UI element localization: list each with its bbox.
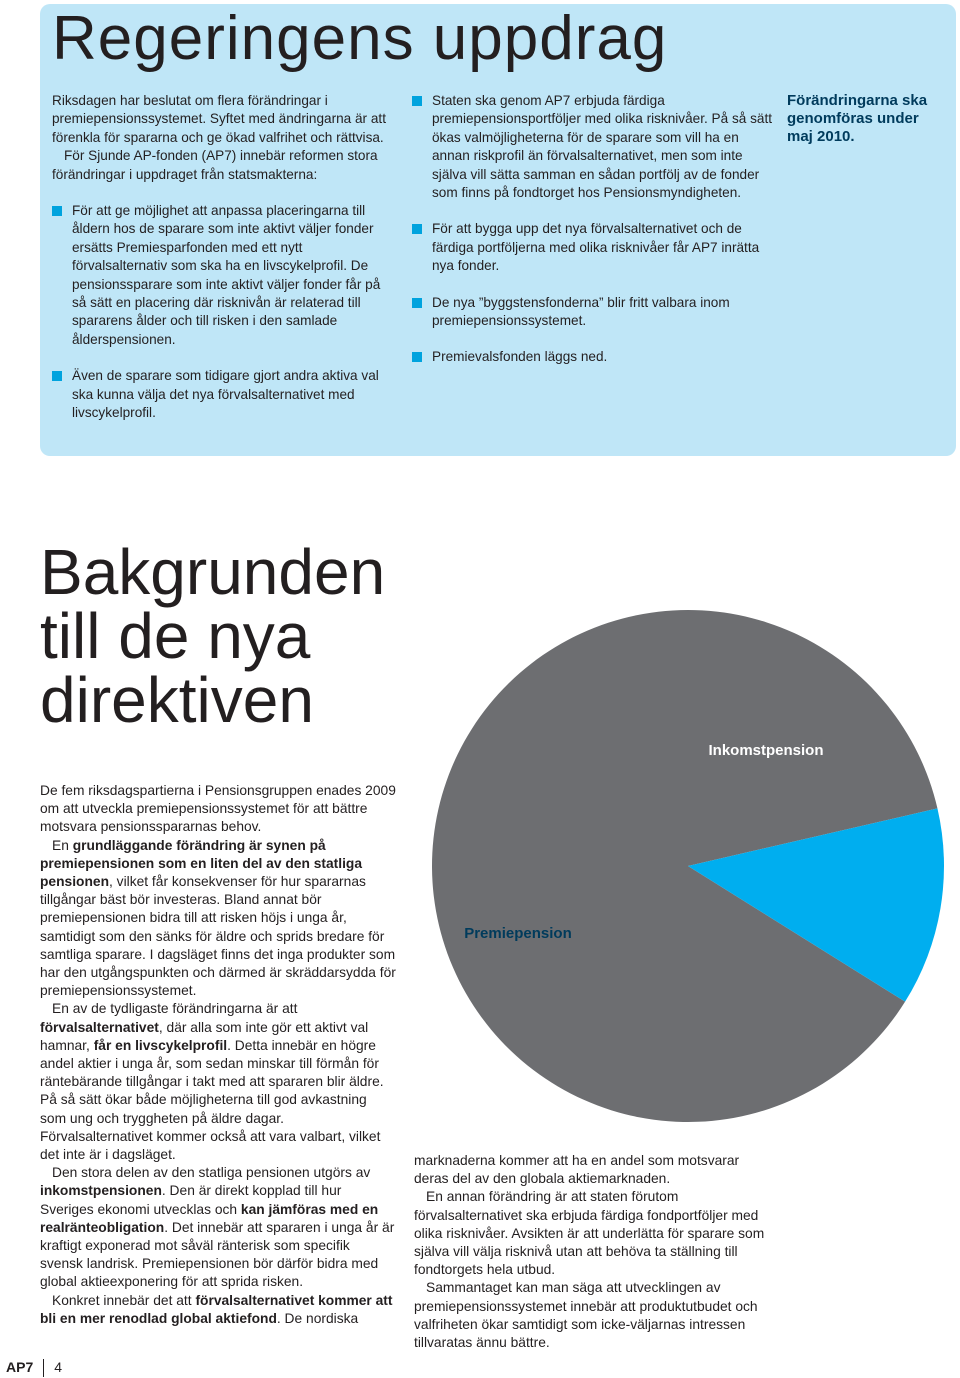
bullet-list [412, 92, 772, 367]
pension-pie-chart [428, 592, 948, 1132]
bullet-square-icon [412, 224, 422, 234]
bullet-text: För att ge möjlighet att anpassa placeringarna till åldern hos de sparare som inte aktivt väljer fonder ersätts Premiesparfonden med ett nytt förvalsalternativ som ska ha en livscykelprofil. De pensionssparare som inte aktivt väljer fonder får på så sätt en placering där risknivån är relaterad till spararens ålder och till risken i den samlade ålderspensionen. [72, 203, 381, 347]
bullet-text: De nya ”byggstensfonderna” blir fritt valbara inom premiepensionssystemet. [432, 294, 730, 329]
bullet-square-icon [52, 371, 62, 381]
body-text: . Det innebär att spararen i unga år är kraftigt exponerad mot såväl ränterisk som specifik svensk landrisk. Premiepensionen bör därför bidra med global aktieexponering för att sprida risken. [40, 1219, 395, 1290]
bullet-item [412, 92, 772, 202]
highlight-text: får en livscykelprofil [93, 1037, 228, 1053]
page-footer [6, 1356, 62, 1378]
body-text: . Den är direkt kopplad till hur Sveriges ekonomi utvecklas och [40, 1183, 342, 1217]
body-column-right [414, 1152, 776, 1352]
highlight-text: inkomstpensionen [40, 1183, 162, 1199]
bullet-item [412, 348, 772, 366]
panel-column-middle [412, 92, 772, 367]
body-paragraph [40, 1164, 396, 1291]
body-text: marknaderna kommer att ha en andel som motsvarar deras del av den globala aktiemarknaden. [414, 1153, 740, 1187]
body-paragraph [40, 1000, 396, 1164]
bullet-square-icon [52, 206, 62, 216]
body-text: Den stora delen av den statliga pensionen utgörs av [52, 1165, 371, 1181]
body-text: . De nordiska [276, 1310, 359, 1326]
footer-divider [43, 1359, 44, 1377]
highlight-text: kan jämföras med en realränteobligation [40, 1201, 379, 1235]
page-title: Regeringens uppdrag [52, 4, 668, 73]
intro-paragraph: För Sjunde AP-fonden (AP7) innebär reformen stora förändringar i uppdraget från statsmakterna: [52, 148, 378, 182]
bullet-item [52, 202, 397, 349]
bullet-square-icon [412, 352, 422, 362]
pie-label-premiepension: Premiepension [464, 925, 572, 942]
body-text: . Detta innebär en högre andel aktier i unga år, som sedan minskar till förmån för räntebärande tillgångar i takt med att spararen blir äldre. På så sätt ökar både möjligheterna till god avkastning som ung och tryggheten på äldre dagar. Förvalsalternativet kommer också att vara valbart, vilket det inte är i dagsläget. [40, 1037, 384, 1163]
body-text: En annan förändring är att staten förutom förvalsalternativet ska erbjuda färdiga fondportföljer med olika risknivåer. Avsikten är att underlätta för sparare som själva vill välja risknivå utan att behöva ta ställning till fondtorgets hela utbud. [414, 1189, 765, 1278]
body-paragraph [40, 782, 396, 837]
highlight-text: förvalsalternativet kommer att bli en mer renodlad global aktiefond [40, 1292, 393, 1326]
sidenote: Förändringarna ska genomföras under maj 2010. [787, 92, 928, 145]
bullet-list [52, 202, 397, 422]
body-text: En [52, 837, 73, 853]
body-paragraph [40, 837, 396, 1001]
bullet-text: Staten ska genom AP7 erbjuda färdiga premiepensionsportföljer med olika risknivåer. På så sätt ökas valmöjligheterna för de sparare som vill ha en annan riskprofil än förvalsalternativet, men som inte själva vill sätta samman en sådan portfölj av de fonder som finns på fondtorget hos Pensionsmyndigheten. [432, 93, 773, 201]
bullet-text: Premievalsfonden läggs ned. [432, 349, 608, 365]
footer-brand: AP7 [6, 1359, 34, 1375]
section-heading-line: till de nya [40, 600, 311, 672]
body-paragraph [414, 1188, 776, 1279]
bullet-item [52, 367, 397, 422]
intro-paragraph: Riksdagen har beslutat om flera förändringar i premiepensionssystemet. Syftet med ändringarna är att förenkla för spararna och ge ökad valfrihet och rättvisa. [52, 93, 386, 145]
bullet-text: För att bygga upp det nya förvalsalternativet och de färdiga portföljerna med olika risknivåer får AP7 inrätta nya fonder. [432, 221, 760, 274]
body-text: Sammantaget kan man säga att utvecklingen av premiepensionssystemet innebär att produktutbudet och valfriheten ökar samtidigt som icke-väljarnas intressen tillvaratas ännu bättre. [414, 1280, 758, 1351]
section-heading [40, 536, 386, 736]
highlight-text: grundläggande förändring är synen på premiepensionen som en liten del av den statliga pensionen [40, 837, 363, 890]
highlight-text: förvalsalternativet [40, 1019, 159, 1035]
body-text: En av de tydligaste förändringarna är att [52, 1001, 298, 1017]
body-column-left [40, 782, 396, 1328]
section-heading-line: direktiven [40, 664, 314, 736]
body-text: De fem riksdagspartierna i Pensionsgruppen enades 2009 om att utveckla premiepensionssystemet för att bättre motsvara pensionsspararnas behov. [40, 783, 396, 835]
body-paragraph [414, 1152, 776, 1188]
body-text: Konkret innebär det att [52, 1292, 196, 1308]
body-text: , där alla som inte gör ett aktivt val hamnar, [40, 1019, 369, 1053]
bullet-square-icon [412, 298, 422, 308]
bullet-item [412, 294, 772, 331]
page-number: 4 [54, 1359, 63, 1375]
bullet-square-icon [412, 96, 422, 106]
bullet-item [412, 220, 772, 275]
section-heading-line: Bakgrunden [40, 536, 386, 608]
pie-label-inkomstpension: Inkomstpension [708, 742, 824, 759]
bullet-text: Även de sparare som tidigare gjort andra aktiva val ska kunna välja det nya förvalsalternativet med livscykelprofil. [72, 368, 379, 421]
panel-column-left [52, 92, 397, 423]
body-paragraph [414, 1279, 776, 1352]
body-paragraph [40, 1292, 396, 1328]
body-text: , vilket får konsekvenser för hur spararnas tillgångar bäst bör investeras. Bland annat bör premiepensionen bidra till att risken höjs i unga år, samtidigt som den sänks för äldre och sprids bredare för samtliga sparare. I dagsläget finns det inga produkter som har den utgångspunkten och därmed är skräddarsydda för premiepensionssystemet. [40, 874, 396, 999]
